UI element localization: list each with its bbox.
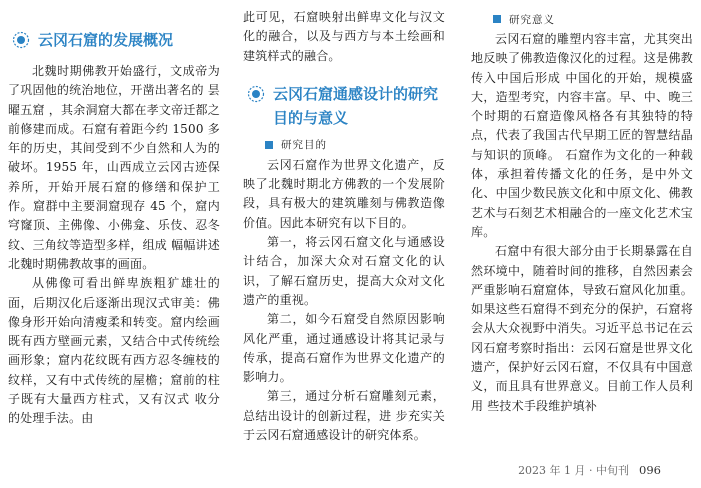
paragraph: 云冈石窟作为世界文化遗产，反映了北魏时期北方佛教的一个发展阶段，具有极大的建筑雕刻与佛教造像价值。因此本研究有以下目的。 <box>243 157 445 230</box>
paragraph-continued: 此可见，石窟映射出鲜卑文化与汉文化的融合，以及与西方与本土绘画和建筑样式的融合。 <box>243 10 445 63</box>
section-title: 云冈石窟的发展概况 <box>38 31 174 49</box>
section-heading-overview <box>8 28 220 52</box>
paragraph: 第一，将云冈石窟文化与通感设计结合，加深大众对石窟文化的认识，了解石窟历史，提高大众对文化遗产的重视。 <box>243 235 445 307</box>
sub-heading-label: 研究意义 <box>509 13 555 26</box>
column-middle <box>243 8 445 445</box>
paragraph: 第三，通过分析石窟雕刻元素，总结出设计的创新过程，进 步充实关于云冈石窟通感设计的研究体系。 <box>243 389 445 443</box>
paragraph: 云冈石窟的雕塑内容丰富，尤其突出地反映了佛教造像汉化的过程。这是佛教传入中国后形成 中国化的开始，规模盛大，造型考究，内容丰富。早、中、晚三个时期的石窟造像风格各有其独特的特点，代表了我国古代早期工匠的智慧结晶与知识的顶峰。 石窟作为文化的一种载体，承担着传播文化的任务，是中外文化、中国少数民族文化和中原文化、佛教艺术与石刻艺术相融合的一座文化艺术宝库。 <box>471 32 693 239</box>
paragraph: 北魏时期佛教开始盛行，文成帝为了巩固他的统治地位，开凿出著名的 昙曜五窟 ，其余洞窟大都在孝文帝迁都之前修建而成。石窟有着距今约 1500 多年的历史，其间受到不少自然和人为的破坏。1955 年，山西成立云冈古迹保养所，开始开展石窟的修缮和保护工作。窟群中主要洞窟现存 45 个，窟内穹窿顶、主佛像、小佛龛、乐伎、忍冬纹、三角纹等造型多样，组成 幅幅讲述北魏时期佛教故事的画面。 <box>8 64 220 271</box>
paragraph: 从佛像可看出鲜卑族粗犷雄壮的 面，后期汉化后逐渐出现汉式审美：佛像身形开始向清瘦柔和转变。窟内绘画既有西方壁画元素，又结合中式传统绘画形象；窟内花纹既有西方忍冬缠枝的纹样，又有中式传统的屋檐；窟前的柱子既有大量西方柱式，又有汉式 收分 的处理手法。由 <box>8 276 220 426</box>
sub-heading-label: 研究目的 <box>281 139 327 152</box>
issue-label: 2023 年 1 月 · 中旬刊 <box>518 464 630 477</box>
section-title: 云冈石窟通感设计的研究目的与意义 <box>273 84 439 127</box>
column-left <box>8 28 220 429</box>
sub-heading-significance <box>493 10 693 28</box>
column-right <box>471 8 693 416</box>
circle-bullet-icon <box>12 31 30 49</box>
square-bullet-icon <box>265 141 273 149</box>
page-number: 096 <box>639 463 661 477</box>
square-bullet-icon <box>493 15 501 23</box>
paragraph: 第二，如今石窟受自然原因影响风化严重，通过通感设计将其记录与传承，提高石窟作为世界文化遗产的影响力。 <box>243 312 445 385</box>
page-footer <box>518 462 661 478</box>
circle-bullet-icon <box>247 85 265 103</box>
section-heading-purpose <box>243 82 445 130</box>
paragraph: 石窟中有很大部分由于长期暴露在自然环境中，随着时间的推移，自然因素会严重影响石窟窟体，导致石窟风化加重。如果这些石窟得不到充分的保护，石窟将会从大众视野中消失。习近平总书记在云冈石窟考察时指出：云冈石窟是世界文化遗产，保护好云冈石窟，不仅具有中国意义，而且具有世界意义。目前工作人员利用 些技术手段维护填补 <box>471 244 693 413</box>
sub-heading-purpose <box>265 136 445 154</box>
